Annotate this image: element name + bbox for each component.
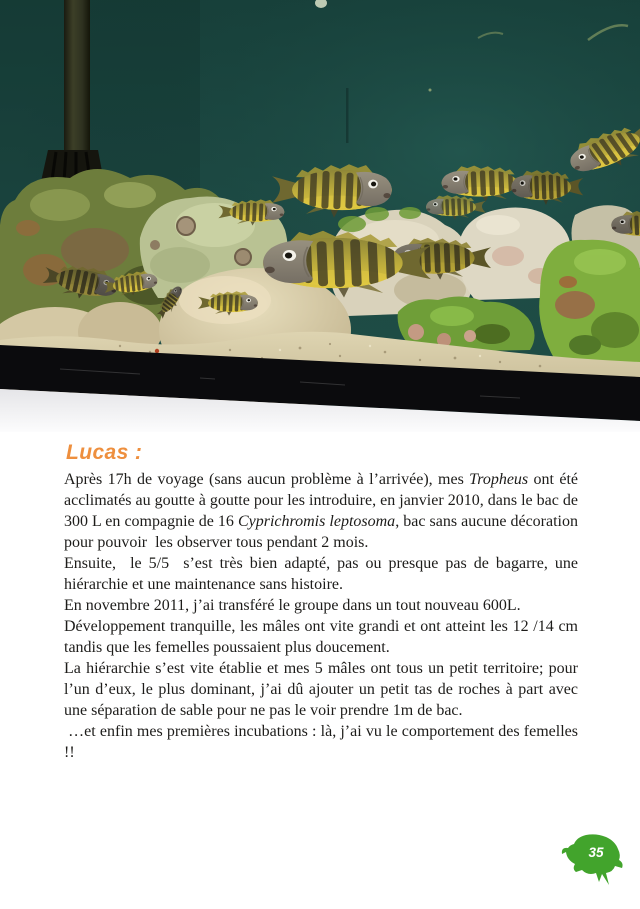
- text-run: ont été acclimatés au goutte à goutte pour les introduire, en janvier 2010, dans le bac de 300 L en compagnie de 16: [64, 471, 583, 530]
- paragraph-transfer: En novembre 2011, j’ai transféré le groupe dans un tout nouveau 600L.: [64, 597, 521, 614]
- text-run: , bac sans aucune décoration pour pouvoir les observer tous pendant 2 mois.: [64, 513, 583, 551]
- page-number: 35: [588, 845, 604, 860]
- cable: [346, 88, 349, 143]
- red-speck: [155, 349, 159, 353]
- page-number-fish-logo: [560, 831, 628, 889]
- paragraph-incubations: …et enfin mes premières incubations : là, j’ai vu le comportement des femelles !!: [64, 723, 582, 761]
- paragraph-arrival: [64, 469, 583, 553]
- author-heading: Lucas :: [66, 441, 143, 464]
- paragraph-growth: Développement tranquille, les mâles ont vite grandi et ont atteint les 12 /14 cm tandis que les femelles poussaient plus doucement.: [64, 618, 582, 656]
- text-run: Après 17h de voyage (sans aucun problème à l’arrivée), mes: [64, 471, 470, 488]
- paragraph-hierarchy: La hiérarchie s’est vite établie et mes 5 mâles ont tous un petit territoire; pour l’un d’eux, le plus dominant, j’ai dû ajouter un petit tas de roches à part avec une séparation de sable pour ne pas le voir prendre 1m de bac.: [64, 660, 582, 719]
- aquarium-photo: [0, 0, 640, 432]
- species-name: Tropheus: [469, 471, 529, 488]
- paragraph-adaptation: Ensuite, le 5/5 s’est très bien adapté, pas ou presque pas de bagarre, une hiérarchie et une maintenance sans histoire.: [64, 555, 582, 593]
- fish-logo-icon: [560, 831, 628, 889]
- species-name: Cyprichromis leptosoma: [237, 513, 396, 530]
- article-body: [64, 441, 583, 763]
